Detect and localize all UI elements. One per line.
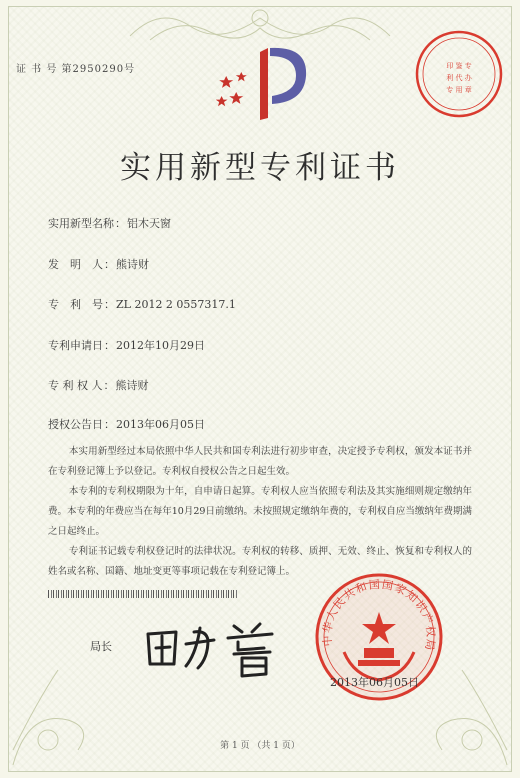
paragraph: 本专利的专利权期限为十年，自申请日起算。专利权人应当依照专利法及其实施细则规定缴纳年费。本专利的年费应当在每年10月29日前缴纳。未按照规定缴纳年费的，专利权自应当缴纳年费期满之日起终止。 (48, 486, 472, 537)
agency-stamp (413, 28, 505, 120)
certificate-body (48, 442, 472, 582)
field-value: ZL 2012 2 0557317.1 (116, 298, 236, 311)
top-ornament (120, 6, 400, 46)
page-footer: 第 1 页 （共 1 页） (220, 741, 300, 751)
svg-text:利 代 办: 利 代 办 (446, 74, 472, 82)
paragraph: 专利证书记载专利权登记时的法律状况。专利权的转移、质押、无效、终止、恢复和专利权人的姓名或名称、国籍、地址变更等事项记载在专利登记簿上。 (48, 546, 472, 577)
field-label: 实用新型名称 (48, 217, 114, 230)
paragraph: 本实用新型经过本局依照中华人民共和国专利法进行初步审查，决定授予专利权，颁发本证书并在专利登记簿上予以登记。专利权自授权公告之日起生效。 (48, 446, 472, 477)
document-title: 实用新型专利证书 (120, 150, 400, 186)
field-patent-number: 专 利 号：ZL 2012 2 0557317.1 (48, 298, 236, 311)
barcode (48, 590, 238, 598)
certificate-number: 证 书 号 第2950290号 (16, 64, 136, 75)
director-signature (142, 614, 292, 684)
svg-text:印 鉴 专: 印 鉴 专 (446, 62, 472, 70)
svg-text:专 用 章: 专 用 章 (446, 86, 472, 94)
svg-text:中华人民共和国国家知识产权局: 中华人民共和国国家知识产权局 (320, 577, 438, 653)
field-value: 熊诗财 (115, 379, 149, 392)
field-value: 2012年10月29日 (116, 339, 205, 352)
field-value: 铝木天窗 (127, 217, 171, 230)
field-label: 发 明 人 (48, 258, 103, 271)
field-label: 专 利 权 人 (48, 379, 103, 392)
field-patentee: 专 利 权 人：熊诗财 (48, 379, 149, 392)
field-label: 授权公告日 (48, 418, 103, 431)
bottom-left-ornament (8, 650, 98, 770)
field-label: 专利申请日 (48, 339, 103, 352)
field-inventor: 发 明 人：熊诗财 (48, 258, 149, 271)
seal-date: 2013年06月05日 (330, 676, 419, 689)
field-label: 专 利 号 (48, 298, 103, 311)
director-label: 局长 (90, 640, 112, 653)
field-grant-date: 授权公告日：2013年06月05日 (48, 418, 205, 431)
field-utility-model-name: 实用新型名称：铝木天窗 (48, 217, 171, 230)
sipo-logo (216, 44, 314, 124)
field-value: 熊诗财 (116, 258, 149, 271)
field-value: 2013年06月05日 (116, 418, 205, 431)
field-filing-date: 专利申请日：2012年10月29日 (48, 339, 205, 352)
